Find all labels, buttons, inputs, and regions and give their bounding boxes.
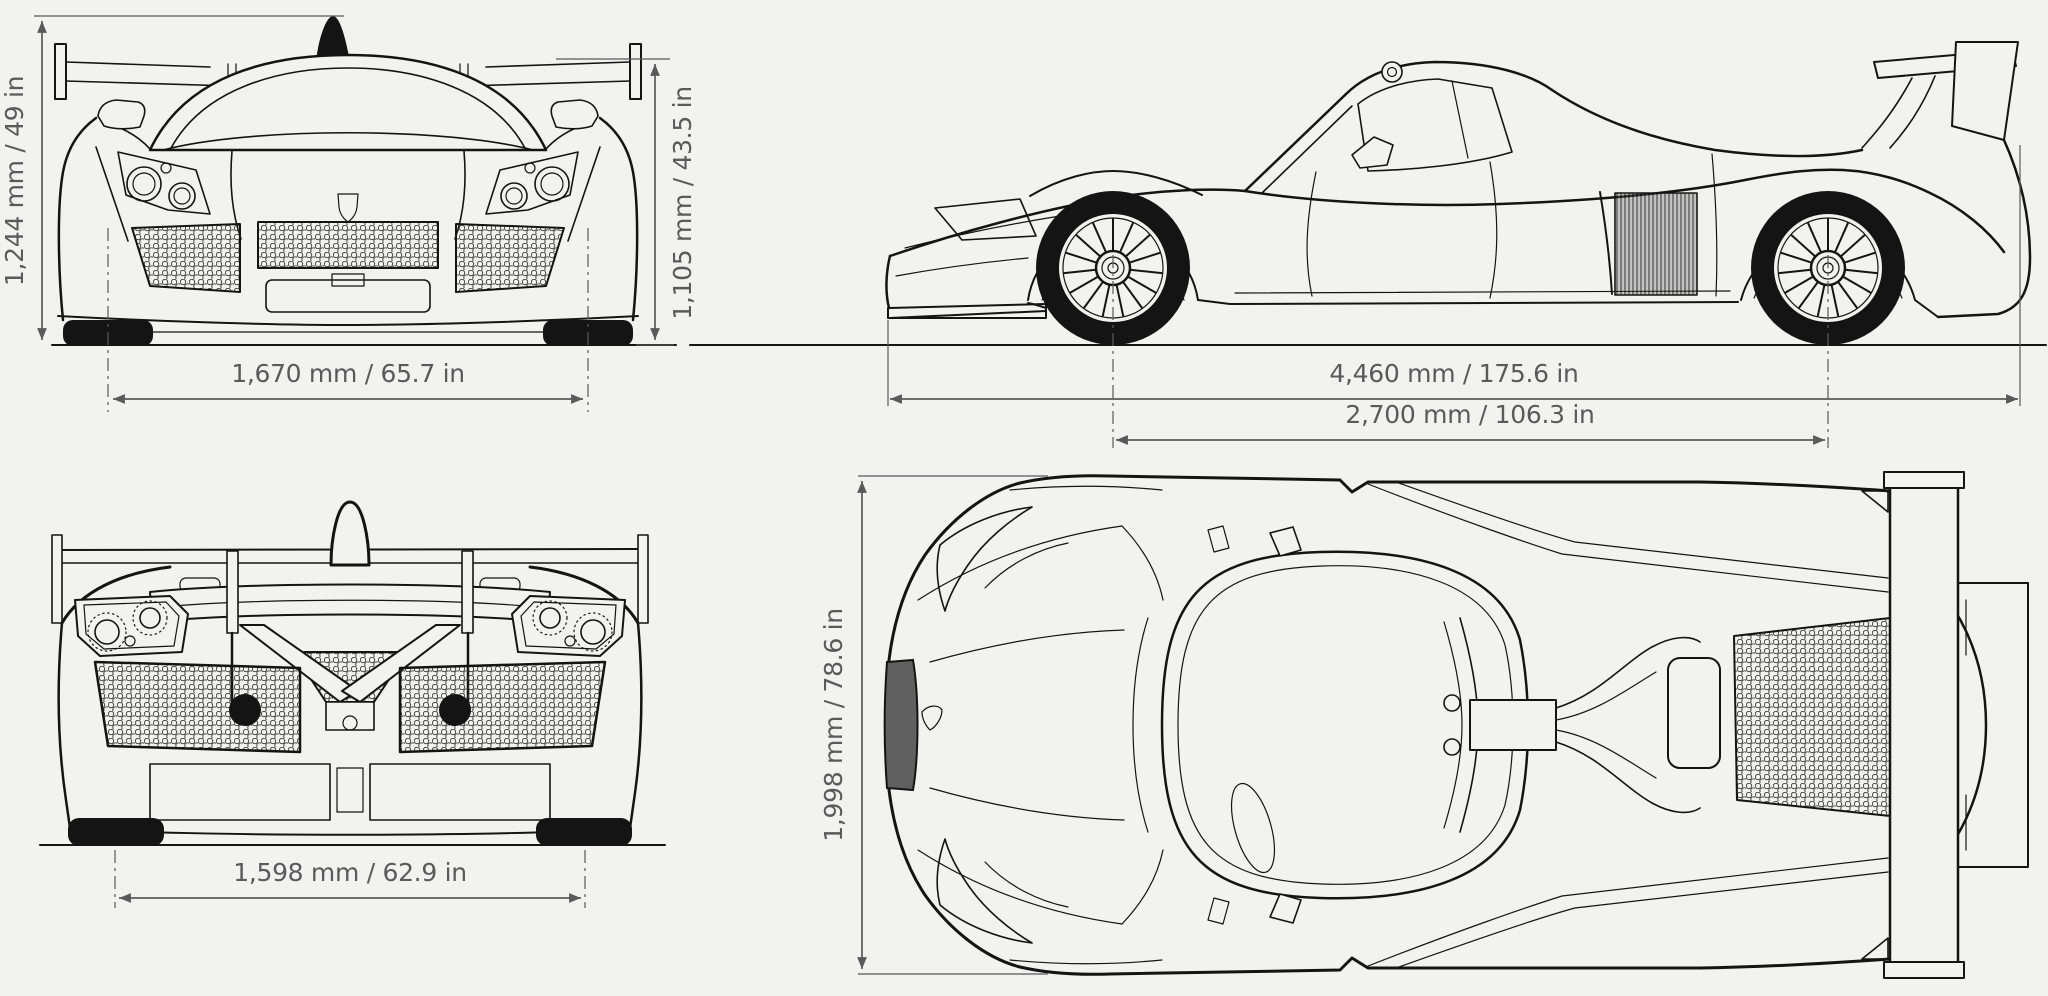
dim-rear-track (115, 850, 585, 908)
side-rear-wing (1862, 42, 2018, 148)
top-emblem-icon (922, 706, 942, 730)
top-mirror-left (1270, 527, 1301, 556)
rear-taillight-right (512, 596, 625, 656)
rear-license-recess (337, 768, 363, 812)
front-wing-endplate-left (55, 44, 66, 99)
front-brand-emblem-icon (338, 194, 358, 222)
front-grille-center (258, 222, 438, 268)
top-engine-mesh (1734, 618, 1890, 816)
front-mirror-right (551, 100, 598, 129)
top-hood-seams (918, 486, 1163, 964)
dim-top-overall-width (819, 476, 1048, 974)
top-wing-endcap-top (1884, 472, 1964, 488)
rear-lower-panel-left (150, 764, 330, 820)
rear-lower-panel-right (370, 764, 550, 820)
rear-wing-endplate-right (638, 535, 648, 623)
front-body-height-label: 1,105 mm / 43.5 in (668, 86, 697, 320)
top-view (885, 472, 2028, 978)
top-headlight-left (937, 507, 1068, 611)
top-overall-width-label: 1,998 mm / 78.6 in (819, 608, 848, 842)
side-view (690, 42, 2046, 345)
front-mirror-left (98, 100, 145, 129)
top-drivetrain (1444, 638, 1720, 813)
front-grille-left (132, 224, 240, 292)
top-rear-wing (1890, 478, 1958, 972)
top-headlight-right (937, 839, 1068, 943)
rear-engine-fin (331, 502, 369, 565)
side-overall-length-label: 4,460 mm / 175.6 in (1329, 359, 1579, 388)
top-canopy (1133, 552, 1528, 899)
side-radiator-hatch (1615, 193, 1697, 295)
top-view-dimensions (819, 476, 1048, 974)
front-overall-height-label: 1,244 mm / 49 in (0, 75, 29, 287)
side-mirror (1352, 137, 1393, 168)
top-cockpit-detail-oval (1223, 779, 1283, 877)
side-wheelbase-label: 2,700 mm / 106.3 in (1345, 400, 1595, 429)
rear-view-dimensions (115, 850, 585, 908)
rear-taillight-left (75, 596, 188, 656)
rear-view (40, 502, 665, 846)
top-wing-endcap-bottom (1884, 962, 1964, 978)
rear-track-label: 1,598 mm / 62.9 in (233, 858, 467, 887)
side-roof-vent-icon (1382, 62, 1402, 82)
dim-side-wheelbase (1113, 255, 1828, 448)
front-headlight-right (486, 152, 578, 214)
front-headlight-left (118, 152, 210, 214)
front-wing-endplate-right (630, 44, 641, 99)
rear-wing-endplate-left (52, 535, 62, 623)
front-view (52, 16, 676, 346)
rear-wing-strut-right (462, 551, 473, 633)
top-windscreen-shade (885, 660, 918, 790)
rear-wing-strut-left (227, 551, 238, 633)
rear-tire-left (68, 818, 164, 846)
rear-grille-left (95, 662, 300, 752)
rear-tire-right (536, 818, 632, 846)
side-wing-endplate (1952, 42, 2018, 140)
front-canopy (150, 55, 546, 150)
front-grille-right (456, 224, 564, 292)
rear-exhaust-right-icon (439, 694, 471, 726)
rear-exhaust-left-icon (229, 694, 261, 726)
top-mirror-right (1270, 894, 1301, 923)
rear-grille-right (400, 662, 605, 752)
front-track-label: 1,670 mm / 65.7 in (231, 359, 465, 388)
